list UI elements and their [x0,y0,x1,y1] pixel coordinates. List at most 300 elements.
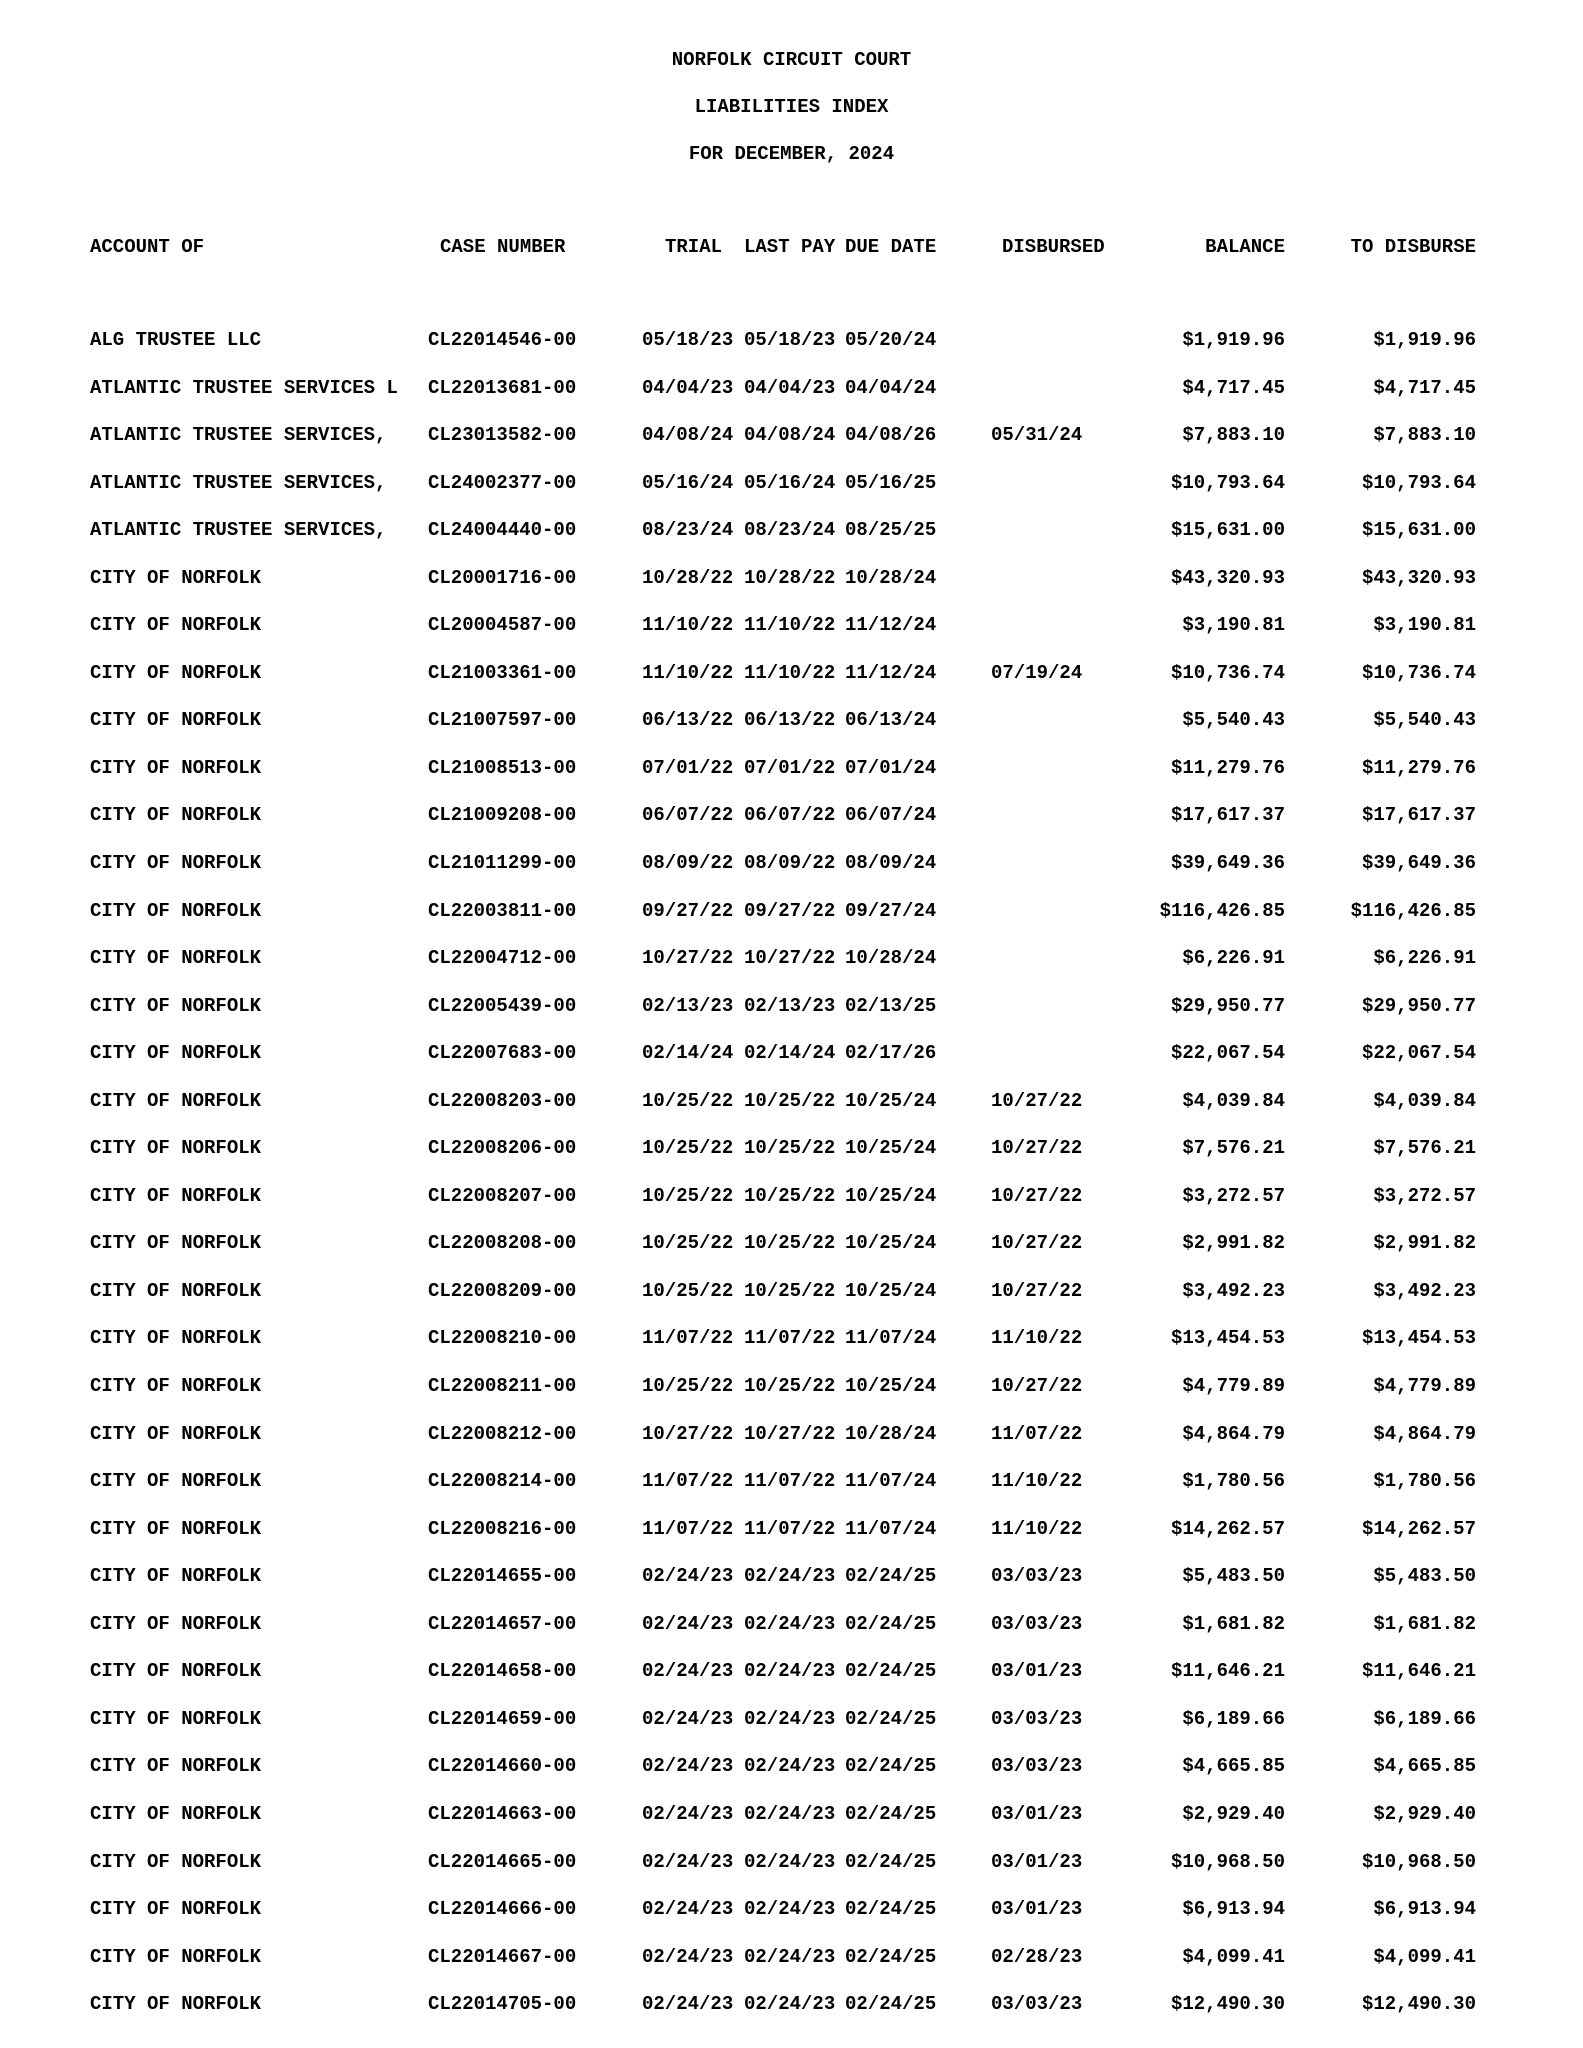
cell-case-number: CL22008207-00 [428,1184,577,1207]
cell-disbursed-date: 02/28/23 [991,1945,1083,1968]
cell-disbursed-date: 03/01/23 [991,1898,1083,1921]
table-row [0,1326,1583,1374]
cell-balance: $4,665.85 [1182,1755,1285,1778]
cell-due-date: 02/24/25 [845,1802,937,1825]
cell-case-number: CL20001716-00 [428,566,577,589]
cell-due-date: 08/25/25 [845,519,937,542]
cell-trial-date: 08/23/24 [642,519,734,542]
cell-account-of: ALG TRUSTEE LLC [90,329,262,351]
cell-balance: $3,492.23 [1182,1279,1285,1302]
cell-balance: $4,779.89 [1182,1375,1285,1398]
header-trial: TRIAL [665,236,723,258]
cell-trial-date: 10/25/22 [642,1089,734,1112]
cell-trial-date: 02/24/23 [642,1565,734,1588]
cell-due-date: 10/25/24 [845,1375,937,1398]
cell-trial-date: 10/27/22 [642,1422,734,1445]
cell-account-of: ATLANTIC TRUSTEE SERVICES, [90,471,387,494]
cell-case-number: CL22014657-00 [428,1612,577,1635]
cell-account-of: CITY OF NORFOLK [90,1517,262,1540]
cell-to-disburse: $1,919.96 [1373,329,1476,351]
cell-account-of: CITY OF NORFOLK [90,1755,262,1778]
cell-to-disburse: $4,864.79 [1373,1422,1476,1445]
cell-due-date: 10/25/24 [845,1232,937,1255]
cell-disbursed-date: 10/27/22 [991,1232,1083,1255]
cell-disbursed-date: 03/01/23 [991,1850,1083,1873]
cell-disbursed-date: 10/27/22 [991,1137,1083,1160]
cell-case-number: CL22008209-00 [428,1279,577,1302]
cell-to-disburse: $4,039.84 [1373,1089,1476,1112]
cell-account-of: CITY OF NORFOLK [90,1279,262,1302]
cell-to-disburse: $13,454.53 [1361,1327,1476,1350]
cell-to-disburse: $5,483.50 [1373,1565,1476,1588]
cell-trial-date: 11/10/22 [642,614,734,637]
cell-last-pay-date: 10/25/22 [744,1375,836,1398]
cell-due-date: 10/25/24 [845,1089,937,1112]
cell-last-pay-date: 10/25/22 [744,1279,836,1302]
cell-to-disburse: $39,649.36 [1361,852,1476,875]
cell-case-number: CL22007683-00 [428,1042,577,1065]
cell-case-number: CL22014659-00 [428,1707,577,1730]
cell-to-disburse: $4,779.89 [1373,1375,1476,1398]
cell-to-disburse: $3,272.57 [1373,1184,1476,1207]
cell-balance: $43,320.93 [1170,566,1285,589]
cell-disbursed-date: 03/03/23 [991,1565,1083,1588]
header-last-pay: LAST PAY [744,236,836,258]
cell-case-number: CL22008216-00 [428,1517,577,1540]
cell-due-date: 11/12/24 [845,614,937,637]
header-case-number: CASE NUMBER [440,236,566,258]
table-row [0,1850,1583,1898]
cell-disbursed-date: 03/01/23 [991,1802,1083,1825]
table-row [0,851,1583,899]
cell-balance: $1,919.96 [1182,329,1285,351]
cell-due-date: 02/24/25 [845,1565,937,1588]
cell-trial-date: 11/07/22 [642,1517,734,1540]
cell-due-date: 10/25/24 [845,1137,937,1160]
table-row [0,1564,1583,1612]
cell-account-of: CITY OF NORFOLK [90,804,262,827]
table-row [0,1469,1583,1517]
cell-last-pay-date: 02/24/23 [744,1565,836,1588]
cell-to-disburse: $17,617.37 [1361,804,1476,827]
cell-case-number: CL22008203-00 [428,1089,577,1112]
cell-last-pay-date: 02/13/23 [744,994,836,1017]
cell-disbursed-date: 10/27/22 [991,1184,1083,1207]
header-disbursed: DISBURSED [1002,236,1105,258]
cell-to-disburse: $10,736.74 [1361,661,1476,684]
table-row [0,1041,1583,1089]
cell-last-pay-date: 02/24/23 [744,1850,836,1873]
cell-due-date: 09/27/24 [845,899,937,922]
cell-due-date: 02/17/26 [845,1042,937,1065]
table-row [0,1136,1583,1184]
cell-to-disburse: $10,793.64 [1361,471,1476,494]
cell-account-of: CITY OF NORFOLK [90,1375,262,1398]
table-row [0,1231,1583,1279]
cell-trial-date: 02/24/23 [642,1802,734,1825]
table-row [0,661,1583,709]
cell-case-number: CL22013681-00 [428,376,577,399]
cell-disbursed-date: 11/10/22 [991,1327,1083,1350]
cell-due-date: 10/28/24 [845,947,937,970]
table-row [0,1374,1583,1422]
cell-due-date: 02/24/25 [845,1898,937,1921]
cell-account-of: CITY OF NORFOLK [90,566,262,589]
cell-balance: $12,490.30 [1170,1993,1285,2016]
table-row [0,1422,1583,1470]
cell-account-of: CITY OF NORFOLK [90,1850,262,1873]
cell-account-of: CITY OF NORFOLK [90,1184,262,1207]
cell-last-pay-date: 02/24/23 [744,1945,836,1968]
table-row [0,1279,1583,1327]
cell-balance: $116,426.85 [1159,899,1285,922]
cell-case-number: CL23013582-00 [428,424,577,447]
header-account-of: ACCOUNT OF [90,236,205,258]
cell-to-disburse: $14,262.57 [1361,1517,1476,1540]
cell-trial-date: 02/24/23 [642,1850,734,1873]
table-row [0,899,1583,947]
cell-balance: $14,262.57 [1170,1517,1285,1540]
cell-to-disburse: $6,189.66 [1373,1707,1476,1730]
cell-account-of: CITY OF NORFOLK [90,1042,262,1065]
cell-trial-date: 11/10/22 [642,661,734,684]
cell-case-number: CL22008214-00 [428,1470,577,1493]
cell-to-disburse: $7,883.10 [1373,424,1476,447]
table-row [0,471,1583,519]
cell-account-of: CITY OF NORFOLK [90,852,262,875]
table-row [0,946,1583,994]
cell-balance: $6,226.91 [1182,947,1285,970]
table-row [0,518,1583,566]
cell-case-number: CL22008212-00 [428,1422,577,1445]
cell-trial-date: 05/16/24 [642,471,734,494]
cell-case-number: CL22005439-00 [428,994,577,1017]
cell-disbursed-date: 07/19/24 [991,661,1083,684]
cell-balance: $10,736.74 [1170,661,1285,684]
cell-account-of: CITY OF NORFOLK [90,756,262,779]
cell-last-pay-date: 02/24/23 [744,1993,836,2016]
cell-balance: $11,279.76 [1170,756,1285,779]
cell-due-date: 02/24/25 [845,1755,937,1778]
cell-due-date: 07/01/24 [845,756,937,779]
table-row [0,423,1583,471]
cell-disbursed-date: 03/01/23 [991,1660,1083,1683]
cell-last-pay-date: 11/10/22 [744,614,836,637]
cell-disbursed-date: 11/07/22 [991,1422,1083,1445]
table-row [0,994,1583,1042]
cell-case-number: CL22014658-00 [428,1660,577,1683]
cell-balance: $10,968.50 [1170,1850,1285,1873]
cell-balance: $4,039.84 [1182,1089,1285,1112]
table-row [0,1992,1583,2040]
cell-to-disburse: $1,780.56 [1373,1470,1476,1493]
cell-to-disburse: $7,576.21 [1373,1137,1476,1160]
cell-balance: $13,454.53 [1170,1327,1285,1350]
cell-last-pay-date: 09/27/22 [744,899,836,922]
cell-due-date: 02/24/25 [845,1660,937,1683]
cell-trial-date: 10/25/22 [642,1232,734,1255]
cell-case-number: CL20004587-00 [428,614,577,637]
table-row [0,1612,1583,1660]
cell-account-of: CITY OF NORFOLK [90,947,262,970]
cell-balance: $5,483.50 [1182,1565,1285,1588]
cell-last-pay-date: 10/27/22 [744,947,836,970]
cell-balance: $39,649.36 [1170,852,1285,875]
cell-trial-date: 10/25/22 [642,1279,734,1302]
cell-account-of: CITY OF NORFOLK [90,1802,262,1825]
cell-to-disburse: $116,426.85 [1350,899,1476,922]
cell-to-disburse: $1,681.82 [1373,1612,1476,1635]
cell-last-pay-date: 06/13/22 [744,709,836,732]
cell-account-of: ATLANTIC TRUSTEE SERVICES L [90,376,398,399]
table-row [0,803,1583,851]
cell-due-date: 02/13/25 [845,994,937,1017]
cell-balance: $7,576.21 [1182,1137,1285,1160]
cell-to-disburse: $3,190.81 [1373,614,1476,637]
cell-trial-date: 02/13/23 [642,994,734,1017]
cell-due-date: 11/12/24 [845,661,937,684]
cell-last-pay-date: 08/09/22 [744,852,836,875]
cell-trial-date: 08/09/22 [642,852,734,875]
cell-due-date: 06/07/24 [845,804,937,827]
cell-case-number: CL24002377-00 [428,471,577,494]
cell-disbursed-date: 05/31/24 [991,424,1083,447]
cell-due-date: 04/04/24 [845,376,937,399]
cell-last-pay-date: 07/01/22 [744,756,836,779]
cell-to-disburse: $11,279.76 [1361,756,1476,779]
cell-last-pay-date: 02/24/23 [744,1755,836,1778]
cell-trial-date: 04/08/24 [642,424,734,447]
cell-last-pay-date: 10/25/22 [744,1232,836,1255]
cell-account-of: CITY OF NORFOLK [90,661,262,684]
cell-balance: $3,272.57 [1182,1184,1285,1207]
cell-last-pay-date: 08/23/24 [744,519,836,542]
cell-last-pay-date: 10/25/22 [744,1137,836,1160]
cell-balance: $1,780.56 [1182,1470,1285,1493]
cell-due-date: 06/13/24 [845,709,937,732]
cell-last-pay-date: 05/18/23 [744,329,836,351]
cell-due-date: 10/25/24 [845,1184,937,1207]
cell-account-of: CITY OF NORFOLK [90,1993,262,2016]
cell-last-pay-date: 10/25/22 [744,1089,836,1112]
cell-balance: $29,950.77 [1170,994,1285,1017]
cell-account-of: ATLANTIC TRUSTEE SERVICES, [90,424,387,447]
cell-last-pay-date: 02/24/23 [744,1898,836,1921]
cell-last-pay-date: 11/07/22 [744,1517,836,1540]
cell-last-pay-date: 04/04/23 [744,376,836,399]
cell-trial-date: 02/24/23 [642,1660,734,1683]
cell-trial-date: 02/14/24 [642,1042,734,1065]
cell-due-date: 04/08/26 [845,424,937,447]
cell-trial-date: 02/24/23 [642,1945,734,1968]
cell-last-pay-date: 02/24/23 [744,1612,836,1635]
cell-last-pay-date: 05/16/24 [744,471,836,494]
cell-due-date: 10/28/24 [845,566,937,589]
column-headers [0,235,1583,259]
cell-account-of: CITY OF NORFOLK [90,1327,262,1350]
cell-to-disburse: $6,226.91 [1373,947,1476,970]
cell-trial-date: 06/07/22 [642,804,734,827]
cell-trial-date: 06/13/22 [642,709,734,732]
cell-to-disburse: $12,490.30 [1361,1993,1476,2016]
cell-case-number: CL22014655-00 [428,1565,577,1588]
cell-balance: $4,864.79 [1182,1422,1285,1445]
cell-to-disburse: $4,099.41 [1373,1945,1476,1968]
cell-account-of: CITY OF NORFOLK [90,1232,262,1255]
cell-case-number: CL21008513-00 [428,756,577,779]
cell-case-number: CL22014546-00 [428,329,577,351]
cell-account-of: CITY OF NORFOLK [90,1707,262,1730]
cell-to-disburse: $6,913.94 [1373,1898,1476,1921]
cell-account-of: CITY OF NORFOLK [90,1945,262,1968]
cell-last-pay-date: 11/10/22 [744,661,836,684]
cell-due-date: 11/07/24 [845,1470,937,1493]
cell-account-of: CITY OF NORFOLK [90,1898,262,1921]
cell-balance: $4,099.41 [1182,1945,1285,1968]
cell-last-pay-date: 10/27/22 [744,1422,836,1445]
cell-balance: $3,190.81 [1182,614,1285,637]
cell-case-number: CL21011299-00 [428,852,577,875]
table-row [0,756,1583,804]
cell-case-number: CL22014666-00 [428,1898,577,1921]
table-row [0,613,1583,661]
cell-due-date: 11/07/24 [845,1327,937,1350]
cell-account-of: CITY OF NORFOLK [90,994,262,1017]
cell-account-of: CITY OF NORFOLK [90,1660,262,1683]
cell-balance: $2,929.40 [1182,1802,1285,1825]
cell-account-of: CITY OF NORFOLK [90,614,262,637]
cell-trial-date: 10/25/22 [642,1137,734,1160]
court-name: NORFOLK CIRCUIT COURT [671,49,912,71]
cell-to-disburse: $4,665.85 [1373,1755,1476,1778]
cell-case-number: CL21007597-00 [428,709,577,732]
cell-account-of: CITY OF NORFOLK [90,1612,262,1635]
header-balance: BALANCE [1205,236,1285,258]
cell-balance: $6,189.66 [1182,1707,1285,1730]
cell-last-pay-date: 06/07/22 [744,804,836,827]
cell-due-date: 02/24/25 [845,1707,937,1730]
cell-to-disburse: $29,950.77 [1361,994,1476,1017]
cell-last-pay-date: 10/25/22 [744,1184,836,1207]
cell-due-date: 10/28/24 [845,1422,937,1445]
cell-case-number: CL22003811-00 [428,899,577,922]
cell-last-pay-date: 02/24/23 [744,1802,836,1825]
header-to-disburse: TO DISBURSE [1350,236,1476,258]
cell-account-of: CITY OF NORFOLK [90,1089,262,1112]
cell-trial-date: 07/01/22 [642,756,734,779]
cell-case-number: CL22014663-00 [428,1802,577,1825]
cell-disbursed-date: 11/10/22 [991,1517,1083,1540]
cell-due-date: 02/24/25 [845,1612,937,1635]
cell-to-disburse: $11,646.21 [1361,1660,1476,1683]
cell-trial-date: 09/27/22 [642,899,734,922]
cell-account-of: CITY OF NORFOLK [90,899,262,922]
cell-balance: $5,540.43 [1182,709,1285,732]
cell-account-of: CITY OF NORFOLK [90,1137,262,1160]
cell-trial-date: 10/25/22 [642,1375,734,1398]
cell-case-number: CL22004712-00 [428,947,577,970]
cell-case-number: CL22014667-00 [428,1945,577,1968]
cell-due-date: 05/16/25 [845,471,937,494]
table-row [0,1802,1583,1850]
cell-trial-date: 02/24/23 [642,1707,734,1730]
table-row [0,328,1583,376]
cell-due-date: 11/07/24 [845,1517,937,1540]
cell-disbursed-date: 03/03/23 [991,1707,1083,1730]
cell-to-disburse: $15,631.00 [1361,519,1476,542]
cell-to-disburse: $3,492.23 [1373,1279,1476,1302]
cell-disbursed-date: 10/27/22 [991,1279,1083,1302]
cell-due-date: 05/20/24 [845,329,937,351]
cell-trial-date: 02/24/23 [642,1993,734,2016]
cell-last-pay-date: 02/24/23 [744,1660,836,1683]
cell-account-of: CITY OF NORFOLK [90,1565,262,1588]
cell-to-disburse: $43,320.93 [1361,566,1476,589]
table-row [0,1089,1583,1137]
cell-disbursed-date: 10/27/22 [991,1089,1083,1112]
cell-last-pay-date: 02/24/23 [744,1707,836,1730]
cell-disbursed-date: 10/27/22 [991,1375,1083,1398]
cell-disbursed-date: 03/03/23 [991,1755,1083,1778]
cell-balance: $6,913.94 [1182,1898,1285,1921]
cell-due-date: 02/24/25 [845,1993,937,2016]
cell-trial-date: 10/27/22 [642,947,734,970]
cell-trial-date: 05/18/23 [642,329,734,351]
cell-case-number: CL22008206-00 [428,1137,577,1160]
header-due-date: DUE DATE [845,236,937,258]
cell-balance: $17,617.37 [1170,804,1285,827]
table-row [0,1659,1583,1707]
report-period: FOR DECEMBER, 2024 [688,143,895,165]
cell-case-number: CL21009208-00 [428,804,577,827]
cell-to-disburse: $5,540.43 [1373,709,1476,732]
cell-last-pay-date: 11/07/22 [744,1327,836,1350]
cell-last-pay-date: 04/08/24 [744,424,836,447]
cell-case-number: CL22008210-00 [428,1327,577,1350]
cell-disbursed-date: 11/10/22 [991,1470,1083,1493]
cell-trial-date: 04/04/23 [642,376,734,399]
cell-account-of: CITY OF NORFOLK [90,1422,262,1445]
cell-last-pay-date: 02/14/24 [744,1042,836,1065]
cell-account-of: ATLANTIC TRUSTEE SERVICES, [90,519,387,542]
table-row [0,376,1583,424]
cell-account-of: CITY OF NORFOLK [90,709,262,732]
table-row [0,1184,1583,1232]
cell-trial-date: 02/24/23 [642,1898,734,1921]
cell-to-disburse: $4,717.45 [1373,376,1476,399]
table-row [0,708,1583,756]
cell-case-number: CL24004440-00 [428,519,577,542]
table-row [0,1945,1583,1993]
table-row [0,1517,1583,1565]
cell-case-number: CL22014660-00 [428,1755,577,1778]
cell-balance: $4,717.45 [1182,376,1285,399]
cell-disbursed-date: 03/03/23 [991,1993,1083,2016]
cell-balance: $15,631.00 [1170,519,1285,542]
cell-balance: $2,991.82 [1182,1232,1285,1255]
cell-to-disburse: $10,968.50 [1361,1850,1476,1873]
cell-balance: $11,646.21 [1170,1660,1285,1683]
cell-balance: $22,067.54 [1170,1042,1285,1065]
cell-to-disburse: $22,067.54 [1361,1042,1476,1065]
table-row [0,1897,1583,1945]
cell-to-disburse: $2,929.40 [1373,1802,1476,1825]
table-row [0,566,1583,614]
cell-case-number: CL22014665-00 [428,1850,577,1873]
cell-balance: $7,883.10 [1182,424,1285,447]
cell-case-number: CL22008211-00 [428,1375,577,1398]
cell-last-pay-date: 11/07/22 [744,1470,836,1493]
